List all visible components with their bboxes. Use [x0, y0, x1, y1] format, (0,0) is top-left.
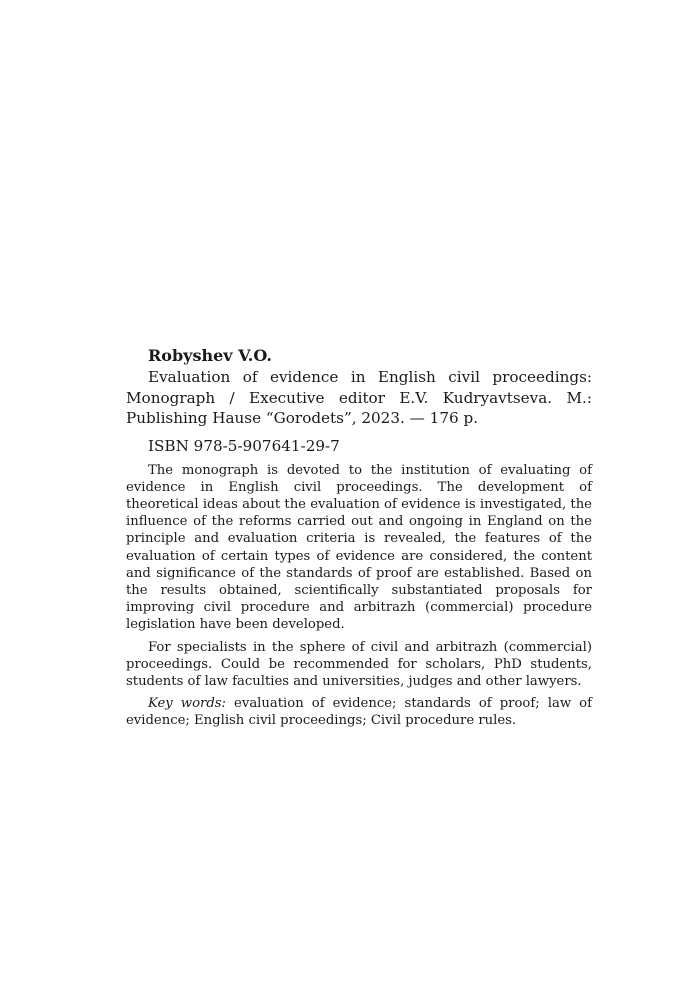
keywords-text: evaluation of evidence; standards of proof; law of evidence; English civil proceedings; Civil procedure rules.: [126, 696, 592, 729]
audience-paragraph: For specialists in the sphere of civil and arbitrazh (commercial) proceedings. Could be recommended for scholars, PhD students, students of law faculties and universities, judges and other lawyers.: [126, 639, 592, 689]
bibliographic-block: [126, 346, 592, 730]
citation: Evaluation of evidence in English civil proceedings: Monograph / Executive editor E.V. Kudryavtseva. M.: Publishing Hause “Gorodets”, 2023. — 176 p.: [126, 368, 592, 427]
abstract-paragraph: The monograph is devoted to the institution of evaluating of evidence in English civil proceedings. The development of theoretical ideas about the evaluation of evidence is investigated, the influence of the reforms carried out and ongoing in England on the principle and evaluation criteria is revealed, the features of the evaluation of certain types of evidence are considered, the content and significance of the standards of proof are established. Based on the results obtained, scientifically substantiated proposals for improving civil procedure and arbitrazh (commercial) procedure legislation have been developed.: [126, 462, 592, 633]
keywords-label: Key words:: [148, 696, 226, 712]
isbn: ISBN 978-5-907641-29-7: [148, 436, 340, 455]
author-name: Robyshev V.O.: [148, 346, 272, 365]
keywords-paragraph: [126, 695, 592, 729]
